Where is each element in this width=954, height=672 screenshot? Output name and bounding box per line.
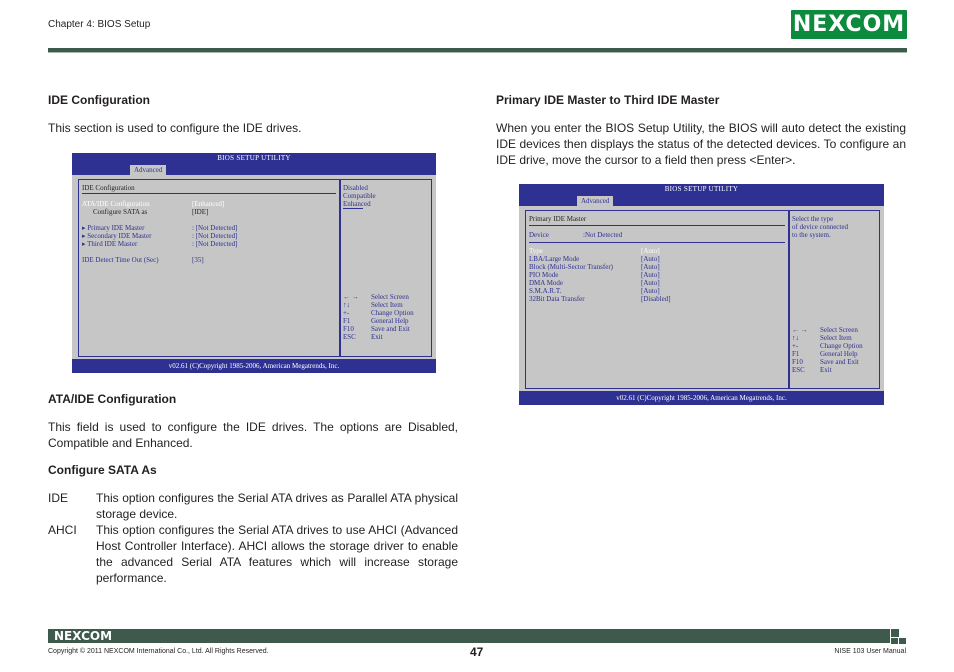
header-rule-light bbox=[48, 52, 907, 53]
bios-help-text: to the system. bbox=[792, 231, 831, 239]
bios-key: F10 bbox=[343, 325, 354, 333]
bios-panel bbox=[72, 175, 436, 359]
bios-tab-advanced: Advanced bbox=[577, 196, 613, 206]
bios-key-desc: Change Option bbox=[371, 309, 414, 317]
bios-row-label: ▸ Secondary IDE Master bbox=[82, 232, 152, 240]
bios-key-desc: General Help bbox=[820, 350, 858, 358]
bios-screenshot-ide-configuration bbox=[72, 153, 436, 373]
bios-key-desc: Exit bbox=[371, 333, 383, 341]
bios-row-value: [Auto] bbox=[641, 263, 660, 271]
bios-key-desc: Select Screen bbox=[820, 326, 858, 334]
bios-row-label: ATA/IDE Configuration bbox=[82, 200, 150, 208]
bios-key-desc: Save and Exit bbox=[820, 358, 859, 366]
nexcom-logo: NEXCOM bbox=[792, 12, 906, 37]
bios-key-desc: Save and Exit bbox=[371, 325, 410, 333]
bios-row-label: S.M.A.R.T. bbox=[529, 287, 562, 295]
footer-square-icon bbox=[891, 638, 898, 644]
bios-row-label: DMA Mode bbox=[529, 279, 564, 287]
paragraph-ide-intro: This section is used to configure the IDE drives. bbox=[48, 121, 302, 135]
bios-key-desc: General Help bbox=[371, 317, 409, 325]
bios-row-label: ▸ Primary IDE Master bbox=[82, 224, 145, 232]
bios-help-text: Select the type bbox=[792, 215, 834, 223]
section-heading-primary-ide-master: Primary IDE Master to Third IDE Master bbox=[496, 93, 720, 107]
bios-row-value: [Auto] bbox=[641, 287, 660, 295]
bios-row-value: : [Not Detected] bbox=[192, 232, 238, 240]
bios-key: ← → bbox=[792, 326, 808, 334]
bios-main-pane bbox=[78, 179, 340, 357]
bios-help-text: of device connected bbox=[792, 223, 848, 231]
bios-option: Enhanced bbox=[343, 200, 371, 208]
bios-row-label: Type bbox=[529, 247, 543, 255]
bios-row-value: [Auto] bbox=[641, 247, 660, 255]
bios-key: ← → bbox=[343, 293, 359, 301]
bios-screenshot-primary-ide-master bbox=[519, 184, 884, 405]
bios-key: F1 bbox=[792, 350, 800, 358]
definition-ahci: This option configures the Serial ATA drives to use AHCI (Advanced Host Controller Interface). AHCI allows the storage driver to enable the advanced Serial ATA features which will increase storage performance. bbox=[96, 523, 458, 585]
bios-heading: Primary IDE Master bbox=[529, 215, 587, 223]
section-heading-configure-sata: Configure SATA As bbox=[48, 463, 157, 477]
bios-main-pane bbox=[525, 210, 789, 389]
bios-help-pane bbox=[789, 210, 880, 389]
page-number: 47 bbox=[470, 645, 484, 659]
paragraph-ata-ide: This field is used to configure the IDE drives. The options are Disabled, Compatible and Enhanced. bbox=[48, 420, 458, 450]
bios-row-value: [IDE] bbox=[192, 208, 209, 216]
term-ide: IDE bbox=[48, 491, 69, 505]
bios-key-desc: Exit bbox=[820, 366, 832, 374]
bios-title: BIOS SETUP UTILITY bbox=[217, 154, 291, 162]
bios-key-desc: Select Item bbox=[371, 301, 403, 309]
bios-key-desc: Select Screen bbox=[371, 293, 409, 301]
footer-bar bbox=[48, 629, 890, 643]
footer-square-icon bbox=[891, 629, 899, 637]
section-heading-ide-configuration: IDE Configuration bbox=[48, 93, 150, 107]
bios-key-desc: Select Item bbox=[820, 334, 852, 342]
bios-divider bbox=[529, 225, 785, 226]
bios-row-value: [Auto] bbox=[641, 279, 660, 287]
bios-device-label: Device bbox=[529, 231, 549, 239]
bios-option: Disabled bbox=[343, 184, 368, 192]
bios-help-divider bbox=[343, 208, 363, 209]
bios-key: ↑↓ bbox=[792, 334, 799, 342]
bios-footer: v02.61 (C)Copyright 1985-2006, American Megatrends, Inc. bbox=[168, 362, 340, 370]
bios-title: BIOS SETUP UTILITY bbox=[664, 185, 739, 193]
bios-heading: IDE Configuration bbox=[82, 184, 135, 192]
bios-row-value: [Enhanced] bbox=[192, 200, 225, 208]
bios-panel bbox=[519, 206, 884, 391]
term-ahci: AHCI bbox=[48, 523, 77, 537]
bios-row-value: : [Not Detected] bbox=[192, 240, 238, 248]
bios-row-value: [Auto] bbox=[641, 255, 660, 263]
bios-help-pane bbox=[340, 179, 432, 357]
bios-key-desc: Change Option bbox=[820, 342, 863, 350]
bios-option: Compatible bbox=[343, 192, 376, 200]
bios-key: +- bbox=[792, 342, 799, 350]
paragraph-ide-master: When you enter the BIOS Setup Utility, the BIOS will auto detect the existing IDE devices then displays the status of the detected devices. To configure an IDE drive, move the cursor to a field then press <Enter>. bbox=[496, 121, 906, 167]
bios-row-label: Configure SATA as bbox=[93, 208, 148, 216]
bios-key: ESC bbox=[343, 333, 356, 341]
bios-row-label: PIO Mode bbox=[529, 271, 559, 279]
bios-tab-advanced: Advanced bbox=[130, 165, 166, 175]
bios-row-label: LBA/Large Mode bbox=[529, 255, 580, 263]
bios-key: F1 bbox=[343, 317, 351, 325]
footer-manual-title: NISE 103 User Manual bbox=[834, 648, 906, 655]
bios-divider bbox=[82, 193, 336, 194]
bios-row-label: ▸ Third IDE Master bbox=[82, 240, 138, 248]
bios-key: ↑↓ bbox=[343, 301, 350, 309]
section-heading-ata-ide-configuration: ATA/IDE Configuration bbox=[48, 392, 177, 406]
footer-copyright: Copyright © 2011 NEXCOM International Co., Ltd. All Rights Reserved. bbox=[48, 648, 269, 655]
bios-row-value: [Auto] bbox=[641, 271, 660, 279]
bios-key: +- bbox=[343, 309, 350, 317]
bios-row-value: : [Not Detected] bbox=[192, 224, 238, 232]
bios-row-label: IDE Detect Time Out (Sec) bbox=[82, 256, 159, 264]
bios-key: ESC bbox=[792, 366, 805, 374]
bios-row-value: [35] bbox=[192, 256, 204, 264]
chapter-title: Chapter 4: BIOS Setup bbox=[48, 19, 151, 30]
bios-row-label: Block (Multi-Sector Transfer) bbox=[529, 263, 613, 271]
footer-square-icon bbox=[899, 638, 906, 644]
bios-footer: v02.61 (C)Copyright 1985-2006, American Megatrends, Inc. bbox=[616, 394, 787, 402]
bios-key: F10 bbox=[792, 358, 803, 366]
bios-divider bbox=[529, 242, 785, 243]
definition-ide: This option configures the Serial ATA drives as Parallel ATA physical storage device. bbox=[96, 491, 458, 521]
footer-nexcom-logo: NEXCOM bbox=[54, 629, 113, 643]
bios-row-value: [Disabled] bbox=[641, 295, 671, 303]
bios-device-value: :Not Detected bbox=[583, 231, 623, 239]
bios-row-label: 32Bit Data Transfer bbox=[529, 295, 585, 303]
